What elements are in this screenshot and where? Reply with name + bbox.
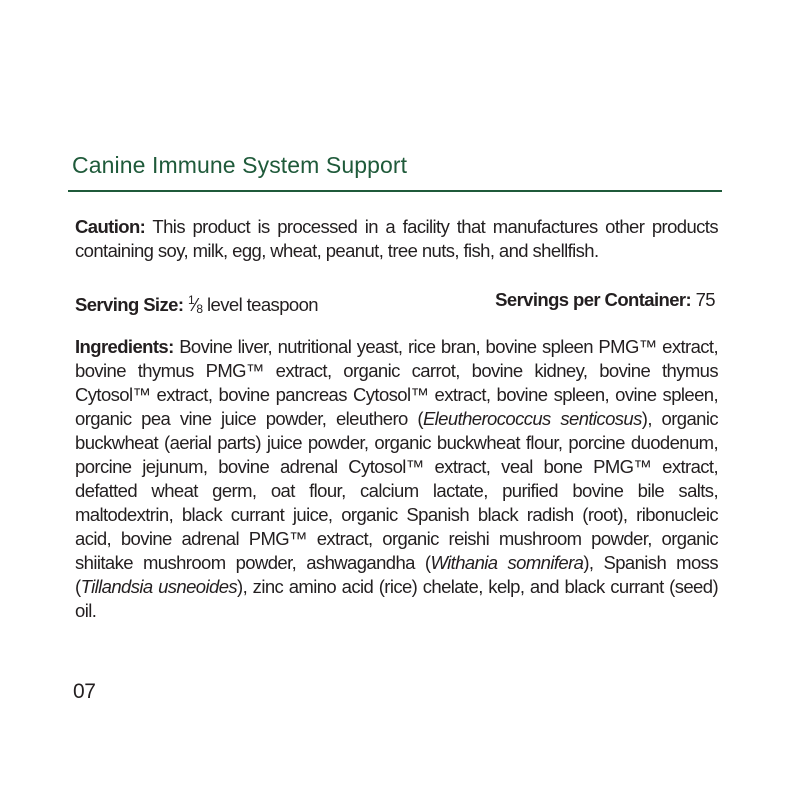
ingredients-paragraph [75,335,718,623]
page-number: 07 [73,680,96,703]
serving-size-text: level teaspoon [202,294,318,315]
serving-size [75,288,318,321]
fraction-slash: ⁄ [194,295,197,315]
servings-per-container [495,288,715,312]
caution-label: Caution: [75,216,146,237]
ingredients-text [75,336,718,621]
botanical-name: Tillandsia usneoides [80,576,238,597]
ingredients-segment: ), zinc amino acid (rice) chelate, kelp, and black currant (seed) oil. [75,576,719,621]
ingredients-segment: ), organic buckwheat (aerial parts) juice powder, organic buckwheat flour, porcine duodenum, porcine jejunum, bovine adrenal Cytosol™ extract, veal bone PMG™ extract, defatted wheat germ, oat flour, calcium lactate, purified bovine bile salts, maltodextrin, black currant juice, organic Spanish black radish (root), ribonucleic acid, bovine adrenal PMG™ extract, organic reishi mushroom powder, organic shiitake mushroom powder, ashwagandha ( [75,408,718,573]
page-title: Canine Immune System Support [72,152,408,178]
fraction-numerator: 1 [187,293,195,307]
botanical-name: Withania somnifera [430,552,584,573]
caution-paragraph [75,215,718,263]
serving-size-label: Serving Size: [75,294,184,315]
botanical-name: Eleutherococcus senticosus [422,408,642,429]
title-divider [68,190,722,192]
serving-row [75,288,718,316]
servings-per-container-value: 75 [695,289,715,310]
ingredients-segment: ), Spanish moss ( [75,552,718,597]
ingredients-segment: Bovine liver, nutritional yeast, rice bran, bovine spleen PMG™ extract, bovine thymus PMG™ extract, organic carrot, bovine kidney, bovine thymus Cytosol™ extract, bovine pancreas Cytosol™ extract, bovine spleen, ovine spleen, organic pea vine juice powder, eleuthero ( [75,336,718,429]
fraction-denominator: 8 [196,302,203,316]
servings-per-container-label: Servings per Container: [495,289,692,310]
ingredients-label: Ingredients: [75,336,174,357]
caution-text: This product is processed in a facility that manufactures other products containing soy, milk, egg, wheat, peanut, tree nuts, fish, and shellfish. [75,216,718,261]
